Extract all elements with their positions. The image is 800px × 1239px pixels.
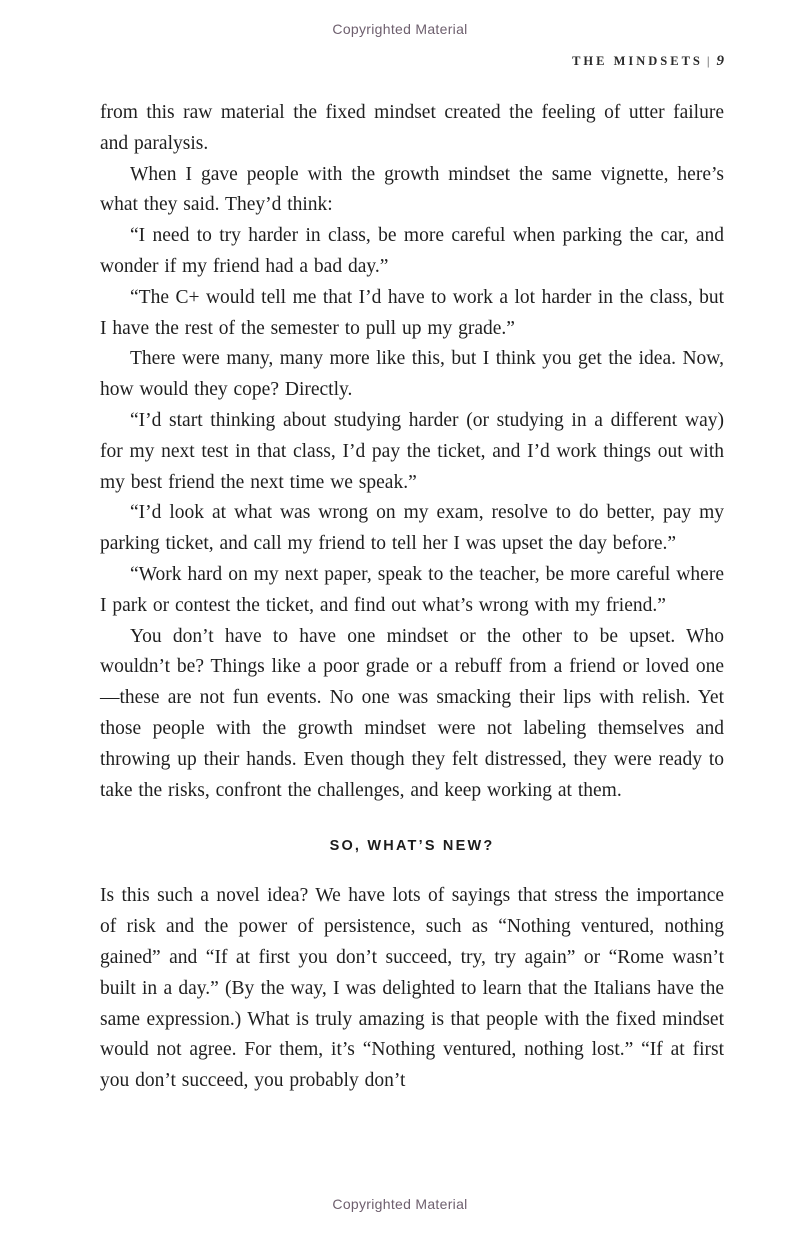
paragraph: “Work hard on my next paper, speak to the teacher, be more careful where I park or contest the ticket, and find out what’s wrong with my friend.”: [100, 563, 724, 616]
page-number: 9: [716, 53, 724, 69]
body-text-section-2: [0, 881, 800, 1097]
paragraph: “I’d start thinking about studying harder (or studying in a different way) for my next test in that class, I’d pay the ticket, and I’d work things out with my best friend the next time we speak.”: [100, 409, 724, 493]
section-heading: SO, WHAT’S NEW?: [329, 838, 495, 855]
paragraph: “The C+ would tell me that I’d have to work a lot harder in the class, but I have the rest of the semester to pull up my grade.”: [100, 286, 724, 339]
copyright-notice-top: Copyrighted Material: [332, 21, 468, 37]
copyright-notice-bottom: Copyrighted Material: [332, 1196, 468, 1212]
running-header: [0, 52, 800, 70]
chapter-title: THE MINDSETS: [572, 54, 703, 68]
header-separator: |: [706, 53, 710, 68]
paragraph: You don’t have to have one mindset or the other to be upset. Who wouldn’t be? Things like a poor grade or a rebuff from a friend or loved one—these are not fun events. No one was smacking their lips with relish. Yet those people with the growth mindset were not labeling themselves and throwing up their hands. Even though they felt distressed, they were ready to take the risks, confront the challenges, and keep working at them.: [100, 625, 724, 801]
paragraph: from this raw material the fixed mindset created the feeling of utter failure and paralysis.: [100, 102, 724, 154]
paragraph: Is this such a novel idea? We have lots of sayings that stress the importance of risk and the power of persistence, such as “Nothing ventured, nothing gained” and “If at first you don’t succeed, try, try again” or “Rome wasn’t built in a day.” (By the way, I was delighted to learn that the Italians have the same expression.) What is truly amazing is that people with the fixed mindset would not agree. For them, it’s “Nothing ventured, nothing lost.” “If at first you don’t succeed, you probably don’t: [100, 885, 724, 1092]
paragraph: “I need to try harder in class, be more careful when parking the car, and wonder if my friend had a bad day.”: [100, 225, 724, 277]
body-text-section-1: [0, 98, 800, 806]
paragraph: There were many, many more like this, but I think you get the idea. Now, how would they cope? Directly.: [100, 348, 724, 401]
paragraph: When I gave people with the growth mindset the same vignette, here’s what they said. They’d think:: [100, 163, 724, 216]
paragraph: “I’d look at what was wrong on my exam, resolve to do better, pay my parking ticket, and call my friend to tell her I was upset the day before.”: [100, 502, 724, 555]
